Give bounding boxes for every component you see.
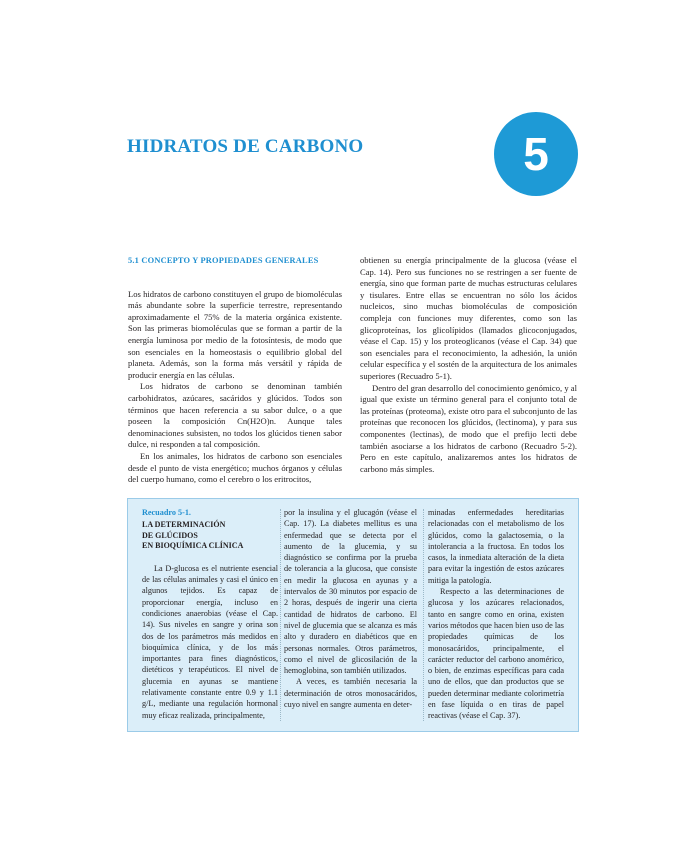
section-heading: 5.1 CONCEPTO Y PROPIEDADES GENERALES: [128, 256, 319, 265]
recuadro-box: [127, 498, 579, 732]
right-column: [360, 255, 577, 475]
box-column-1: [142, 507, 278, 721]
box-paragraph: por la insulina y el glucagón (véase el Cap. 17). La diabetes mellitus es una enfermedad que se detecta por el aumento de la glucemia, y su diagnóstico se confirma por la prueba de tolerancia a la glucosa, que consiste en medir la glucosa en ayunas y a intervalos de 30 minutos por espacio de 2 horas, después de ingerir una cierta cantidad de hidratos de carbono. El nivel de glucemia que se alcanza es más alto y duradero en diabéticos que en personas normales. Otros parámetros, como el nivel de glicosilación de la hemoglobina, son también utilizados.: [284, 508, 417, 676]
paragraph: Los hidratos de carbono constituyen el grupo de biomoléculas más abundante sobre la superficie terrestre, representando aproximadamente el 75% de la materia orgánica existente. Son las primeras biomoléculas que se forman a partir de la energía luminosa por medio de la fotosíntesis, de modo que son esenciales en la homeostasis o equilibrio global del planeta. Además, son la forma más versátil y rápida de producir energía en las células.: [128, 288, 342, 380]
box-paragraph: La D-glucosa es el nutriente esencial de las células animales y casi el único en algunos tejidos. Es capaz de proporcionar energía, incluso en condiciones anaerobias (véase el Cap. 14). Sus niveles en sangre y orina son dos de los parámetros más medidos en bioquímica clínica, y de los más importantes para fines diagnósticos, dietéticos y terapéuticos. El nivel de glucemia en ayunas se mantiene relativamente constante entre 0.9 y 1.1 g/L, mediante una regulación hormonal muy eficaz realizada, principalmente,: [142, 563, 278, 720]
box-divider: [280, 509, 281, 721]
paragraph: Dentro del gran desarrollo del conocimiento genómico, y al igual que existe un término general para el conjunto total de las proteínas (proteoma), existe otro para el subconjunto de las proteínas que reconocen los glúcidos, (lectinoma), y para sus componentes (lectinas), de modo que el prefijo lecti debe también asociarse a los hidratos de carbono (Recuadro 5-2). Pero en este capítulo, analizaremos antes los hidratos de carbono más simples.: [360, 382, 577, 474]
box-paragraph: Respecto a las determinaciones de glucosa y los azúcares relacionados, tanto en sangre como en orina, existen varios métodos que hacen bien uso de las propiedades químicas de los monosacáridos, principalmente, el carácter reductor del carbono anomérico, o bien, de enzimas específicas para cada uno de ellos, que dan productos que se pueden determinar mediante colorimetría en fase líquida o en tiras de papel reactivas (véase el Cap. 37).: [428, 587, 564, 721]
paragraph: Los hidratos de carbono se denominan también carbohidratos, azúcares, sacáridos y glúcidos. Todos son términos que hacen referencia a su sabor dulce, o a que poseen la composición Cn(H2O)n. Aunque tales denominaciones subsisten, no todos los glúcidos tienen sabor dulce, ni responden a tal composición.: [128, 381, 342, 450]
left-column: [128, 255, 342, 486]
box-paragraph: A veces, es también necesaria la determinación de otros monosacáridos, cuyo nivel en sangre aumenta en deter-: [284, 677, 417, 710]
paragraph: obtienen su energía principalmente de la glucosa (véase el Cap. 14). Pero sus funciones no se restringen a ser fuente de energía, sino que forman parte de muchas estructuras celulares y tisulares. Entre ellas se encuentran no sólo los ácidos nucleicos, sino muchas biomoléculas de composición compleja con funciones muy diferentes, como son las glicoproteínas, los glicolípidos (llamados glicoconjugados, véase el Cap. 15) y los proteoglicanos (véase el Cap. 34) que son esenciales para el reconocimiento, la adhesión, la unión celular específica y el sostén de la arquitectura de los animales superiores (Recuadro 5-1).: [360, 255, 577, 381]
box-tag: Recuadro 5-1.: [142, 508, 191, 517]
paragraph: En los animales, los hidratos de carbono son esenciales desde el punto de vista energético; muchos órganos y células del cuerpo humano, como el cerebro o los eritrocitos,: [128, 450, 342, 485]
box-column-3: [428, 507, 564, 722]
box-heading-line: DE GLÚCIDOS: [142, 530, 198, 540]
box-paragraph: minadas enfermedades hereditarias relacionadas con el metabolismo de los glúcidos, como la galactosemia, o la intolerancia a la fructosa. En todos los casos, la inmediata alteración de la dieta para evitar la ingestión de estos azúcares mitiga la patología.: [428, 508, 564, 585]
chapter-number-badge: 5: [494, 112, 578, 196]
box-column-2: [284, 507, 417, 710]
box-heading-line: EN BIOQUÍMICA CLÍNICA: [142, 541, 244, 551]
box-divider: [423, 509, 424, 721]
box-heading: [142, 520, 278, 552]
box-heading-line: LA DETERMINACIÓN: [142, 520, 226, 530]
chapter-title: HIDRATOS DE CARBONO: [127, 136, 364, 157]
